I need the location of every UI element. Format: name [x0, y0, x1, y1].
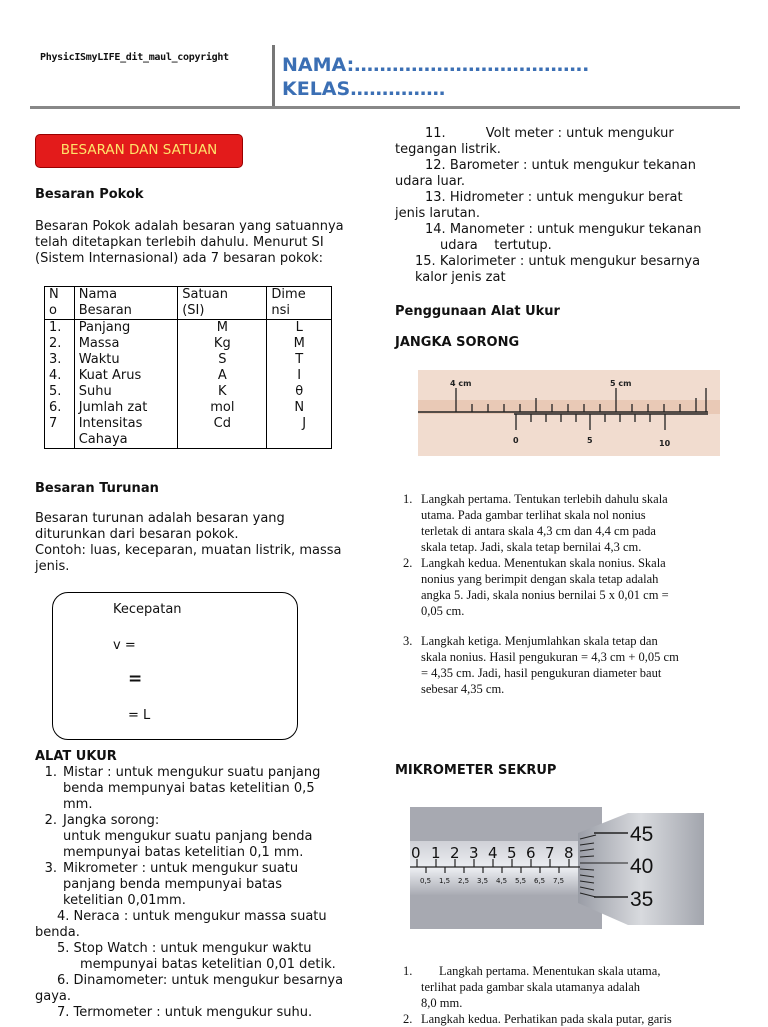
nama-field: NAMA:………………………………. — [282, 54, 590, 76]
list-number: 1. — [44, 765, 57, 780]
formula-word: Kecepatan — [113, 602, 182, 617]
list-text: Langkah kedua. Menentukan skala nonius. Skala — [421, 556, 666, 570]
list-text: udara luar. — [395, 174, 466, 189]
half-scale-label: 2,5 — [458, 877, 470, 885]
list-text: Langkah ketiga. Menjumlahkan skala tetap dan — [421, 634, 658, 648]
half-scale-label: 6,5 — [534, 877, 546, 885]
list-item — [403, 1011, 738, 1027]
list-item — [395, 126, 735, 158]
list-text: nonius yang berimpit dengan skala tetap adalah — [421, 572, 659, 586]
heading-jangka-sorong: JANGKA SORONG — [395, 335, 520, 350]
list-text: angka 5. Jadi, skala nonius bernilai 5 x 0,01 cm = — [421, 588, 669, 602]
list-number: 3. — [403, 634, 413, 648]
list-text: benda mempunyai batas ketelitian 0,5 — [63, 781, 315, 796]
vernier-label-5: 5 — [587, 436, 593, 445]
kelas-field: KELAS…………… — [282, 78, 446, 100]
half-scale-label: 1,5 — [439, 877, 451, 885]
main-scale-label: 4 — [488, 844, 498, 862]
list-item — [35, 813, 370, 861]
half-scale-label: 7,5 — [553, 877, 565, 885]
table-row — [45, 320, 332, 449]
list-number: 13. — [425, 190, 446, 205]
text-line: Contoh: luas, keceparan, muatan listrik, massa — [35, 543, 342, 558]
mikro-steps — [403, 963, 738, 1027]
cell-unit: Kg — [213, 336, 231, 351]
list-text: Dinamometer: untuk mengukur besarnya — [73, 973, 344, 988]
list-text: skala nonius. Hasil pengukuran = 4,3 cm + 0,05 cm — [421, 650, 679, 664]
main-scale-label: 1 — [431, 844, 441, 862]
list-item — [35, 1005, 370, 1021]
list-item — [35, 765, 370, 813]
list-number: 4. — [57, 909, 70, 924]
paragraph-besaran-turunan — [35, 511, 341, 575]
header-text: o — [49, 303, 57, 318]
list-text: 8,0 mm. — [421, 996, 463, 1010]
heading-besaran-pokok: Besaran Pokok — [35, 187, 144, 202]
cell-quantity: Kuat Arus — [78, 368, 142, 383]
cell-unit: Cd — [213, 416, 231, 431]
heading-alat-ukur: ALAT UKUR — [35, 749, 117, 764]
vernier-label-0: 0 — [513, 436, 519, 445]
list-item — [403, 633, 738, 697]
main-scale-label: 3 — [469, 844, 479, 862]
list-item — [395, 158, 735, 190]
main-scale-label: 6 — [526, 844, 536, 862]
thimble-label-40: 40 — [630, 855, 654, 878]
thimble-label-45: 45 — [630, 823, 654, 846]
jangka-steps — [403, 491, 738, 697]
text-line: (Sistem Internasional) ada 7 besaran pokok: — [35, 251, 323, 266]
list-text: panjang benda mempunyai batas — [63, 877, 283, 892]
cell-dimension: M — [293, 336, 305, 351]
cell-quantity: Intensitas — [78, 416, 143, 431]
caliper-label-4cm: 4 cm — [450, 379, 472, 388]
list-text: Hidrometer : untuk mengukur berat — [449, 190, 683, 205]
list-item — [395, 222, 735, 254]
list-text: tegangan listrik. — [395, 142, 501, 157]
list-text: untuk mengukur suatu panjang benda — [63, 829, 313, 844]
table-cell — [74, 320, 178, 449]
list-text: terlihat pada gambar skala utamanya adalah — [421, 980, 640, 994]
cell-no: 2. — [49, 336, 62, 351]
title-box: BESARAN DAN SATUAN — [35, 134, 243, 168]
cell-no: 4. — [49, 368, 62, 383]
list-item — [35, 941, 370, 973]
list-item — [403, 491, 738, 555]
formula-l: = L — [128, 708, 151, 723]
cell-dimension: I — [297, 368, 302, 383]
table-header-cell — [178, 287, 267, 320]
header-text: Satuan — [182, 287, 228, 302]
header-text: Dime — [271, 287, 306, 302]
header-divider-vertical — [272, 45, 275, 107]
list-text: Langkah pertama. Tentukan terlebih dahulu skala — [421, 492, 668, 506]
vernier-label-10: 10 — [659, 439, 671, 448]
half-scale-label: 5,5 — [515, 877, 527, 885]
list-number: 3. — [44, 861, 57, 876]
cell-quantity: Suhu — [78, 384, 112, 399]
cell-dimension: J — [302, 416, 307, 431]
cell-unit: K — [218, 384, 227, 399]
list-number: 7. — [57, 1005, 70, 1020]
cell-no: 7 — [49, 416, 58, 431]
list-text: sebesar 4,35 cm. — [421, 682, 505, 696]
cell-quantity: Panjang — [78, 320, 131, 335]
cell-dimension: T — [295, 352, 304, 367]
cell-dimension: N — [294, 400, 305, 415]
list-number: 6. — [57, 973, 70, 988]
list-text: ketelitian 0,01mm. — [63, 893, 186, 908]
header-text: nsi — [271, 303, 291, 318]
table-cell — [45, 320, 75, 449]
brand-copyright: PhysicISmyLIFE_dit_maul_copyright — [40, 52, 229, 63]
list-text: jenis larutan. — [395, 206, 480, 221]
cell-unit: M — [216, 320, 228, 335]
list-item — [35, 973, 370, 1005]
list-item — [395, 190, 735, 222]
list-item — [403, 963, 738, 979]
main-scale-label: 7 — [545, 844, 555, 862]
formula-v: v = — [113, 638, 136, 653]
list-text: Neraca : untuk mengukur massa suatu — [73, 909, 327, 924]
list-text: benda. — [35, 925, 80, 940]
main-scale-label: 2 — [450, 844, 460, 862]
half-scale-label: 3,5 — [477, 877, 489, 885]
list-number: 2. — [44, 813, 57, 828]
list-number: 5. — [57, 941, 70, 956]
cell-quantity: Cahaya — [78, 432, 128, 447]
list-text: 0,05 cm. — [421, 604, 465, 618]
cell-no: 1. — [49, 320, 62, 335]
table-cell — [267, 320, 332, 449]
half-scale-label: 4,5 — [496, 877, 508, 885]
text-line: jenis. — [35, 559, 70, 574]
text-line: diturunkan dari besaran pokok. — [35, 527, 239, 542]
list-text: Manometer : untuk mengukur tekanan — [449, 222, 702, 237]
list-number: 2. — [403, 556, 413, 570]
list-number: 1. — [403, 492, 413, 506]
list-text: Jangka sorong: — [63, 813, 160, 828]
list-text: Langkah kedua. Perhatikan pada skala putar, garis — [421, 1012, 672, 1026]
list-item — [35, 909, 370, 941]
formula-equals: = — [128, 669, 143, 689]
main-scale-label: 8 — [564, 844, 574, 862]
alat-ukur-list-continued — [395, 126, 735, 286]
header-text: N — [49, 287, 59, 302]
list-text: mempunyai batas ketelitian 0,01 detik. — [80, 957, 336, 972]
text-line: Besaran Pokok adalah besaran yang satuannya — [35, 219, 344, 234]
list-text: Langkah pertama. Menentukan skala utama, — [439, 964, 661, 978]
list-item — [403, 555, 738, 619]
table-header-cell — [267, 287, 332, 320]
thimble-label-35: 35 — [630, 888, 654, 911]
list-item — [35, 861, 370, 909]
header-divider-horizontal — [30, 106, 740, 109]
list-number: 12. — [425, 158, 446, 173]
list-number: 2. — [403, 1012, 413, 1026]
cell-no: 3. — [49, 352, 62, 367]
heading-penggunaan: Penggunaan Alat Ukur — [395, 304, 560, 319]
list-text: Kalorimeter : untuk mengukur besarnya — [439, 254, 701, 269]
list-text: Mikrometer : untuk mengukur suatu — [63, 861, 299, 876]
list-text: mempunyai batas ketelitian 0,1 mm. — [63, 845, 304, 860]
heading-mikrometer: MIKROMETER SEKRUP — [395, 763, 557, 778]
cell-unit: S — [218, 352, 227, 367]
list-number: 11. — [425, 126, 446, 141]
list-text: mm. — [63, 797, 93, 812]
paragraph-besaran-pokok — [35, 219, 344, 267]
list-number: 15. — [415, 254, 436, 269]
cell-quantity: Waktu — [78, 352, 120, 367]
table-cell — [178, 320, 267, 449]
name-class-fields — [282, 53, 589, 101]
caliper-label-5cm: 5 cm — [610, 379, 632, 388]
cell-quantity: Jumlah zat — [78, 400, 148, 415]
micrometer-image — [408, 803, 710, 933]
heading-besaran-turunan: Besaran Turunan — [35, 481, 159, 496]
cell-quantity: Massa — [78, 336, 120, 351]
list-text: Barometer : untuk mengukur tekanan — [449, 158, 696, 173]
vernier-caliper-image — [418, 370, 720, 456]
header-text: (SI) — [182, 303, 205, 318]
text-line: Besaran turunan adalah besaran yang — [35, 511, 285, 526]
list-text: Mistar : untuk mengukur suatu panjang — [63, 765, 321, 780]
list-number: 1. — [403, 964, 413, 978]
header-text: Besaran — [78, 303, 132, 318]
main-scale-label: 5 — [507, 844, 517, 862]
list-item — [395, 254, 735, 286]
besaran-pokok-table — [44, 286, 332, 449]
list-text: = 4,35 cm. Jadi, hasil pengukuran diameter baut — [421, 666, 662, 680]
header-text: Nama — [78, 287, 118, 302]
list-number: 14. — [425, 222, 446, 237]
cell-unit: A — [217, 368, 227, 383]
list-text: terletak di antara skala 4,3 cm dan 4,4 cm pada — [421, 524, 656, 538]
main-scale-label: 0 — [411, 844, 421, 862]
list-text: skala tetap. Jadi, skala tetap bernilai 4,3 cm. — [421, 540, 642, 554]
list-text: gaya. — [35, 989, 72, 1004]
cell-dimension: θ — [295, 384, 304, 399]
table-header-cell — [45, 287, 75, 320]
list-text: udara tertutup. — [440, 238, 552, 253]
table-header-row — [45, 287, 332, 320]
table-header-cell — [74, 287, 178, 320]
list-text: Volt meter : untuk mengukur — [485, 126, 674, 141]
cell-no: 6. — [49, 400, 62, 415]
cell-dimension: L — [295, 320, 303, 335]
list-text: Termometer : untuk mengukur suhu. — [73, 1005, 313, 1020]
list-text: Stop Watch : untuk mengukur waktu — [73, 941, 312, 956]
cell-unit: mol — [210, 400, 235, 415]
list-text: kalor jenis zat — [415, 270, 506, 285]
half-scale-label: 0,5 — [420, 877, 432, 885]
list-text: utama. Pada gambar terlihat skala nol nonius — [421, 508, 646, 522]
cell-no: 5. — [49, 384, 62, 399]
alat-ukur-list — [35, 765, 370, 1021]
text-line: telah ditetapkan terlebih dahulu. Menurut SI — [35, 235, 324, 250]
